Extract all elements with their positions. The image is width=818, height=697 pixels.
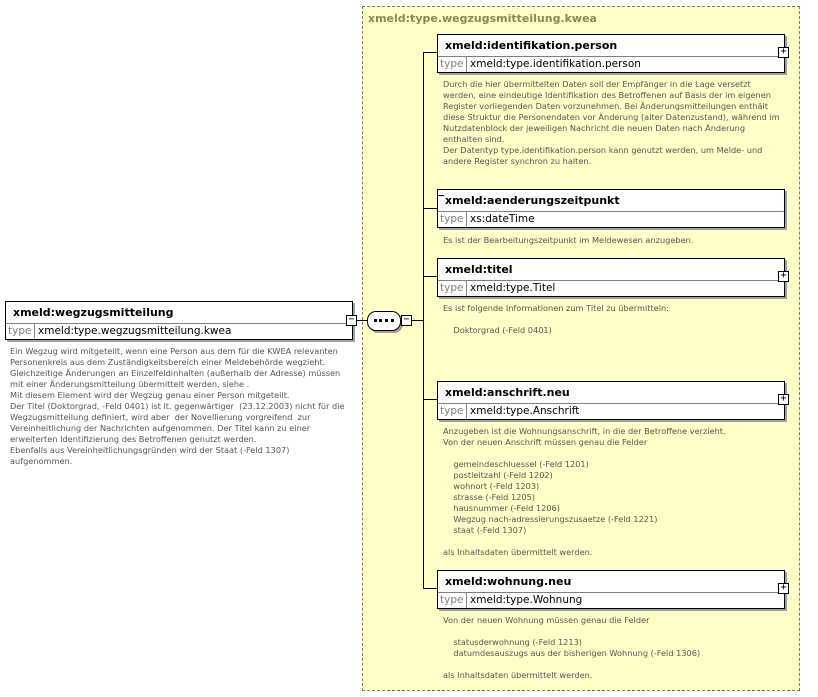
- sequence-compositor: [367, 311, 401, 331]
- connector-child-1: [423, 52, 437, 53]
- child-element-aenderungszeitpunkt[interactable]: [437, 189, 785, 228]
- root-type-label: type: [6, 324, 35, 339]
- root-type-value: xmeld:type.wegzugsmitteilung.kwea: [38, 325, 232, 337]
- child-documentation: Durch die hier übermittelten Daten soll der Empfänger in die Lage versetzt werden, eine eindeutige Identifikation des Betroffenen auf Basis der im eigenen Register vorliegenden Daten vorzunehmen. Bei Änderungsmitteilungen enthält diese Struktur die Personendaten vor Änderung (alter Datenzustand), während im Nutzdatenblock der jeweiligen Nachricht die neuen Daten nach Änderung enthalten sind. Der Datentyp type.identifikation.person kann genutzt werden, um Melde- und andere Register synchron zu halten.: [443, 79, 780, 166]
- complex-type-title: xmeld:type.wegzugsmitteilung.kwea: [368, 12, 597, 25]
- child-element-name: xmeld:anschrift.neu: [438, 382, 784, 404]
- expand-toggle[interactable]: +: [778, 394, 789, 405]
- root-element-name: xmeld:wegzugsmitteilung: [6, 302, 352, 324]
- connector-child-3: [423, 276, 437, 277]
- child-type-label: type: [438, 281, 467, 296]
- child-documentation: Es ist folgende Informationen zum Titel zu übermitteln: Doktorgrad (-Feld 0401): [443, 303, 669, 335]
- connector-seq-branch: [411, 320, 423, 321]
- connector-root-seq: [357, 320, 367, 321]
- child-type-value: xs:dateTime: [470, 213, 535, 225]
- child-element-anschrift-neu[interactable]: [437, 381, 785, 420]
- child-element-name: xmeld:identifikation.person: [438, 35, 784, 57]
- child-element-name: xmeld:wohnung.neu: [438, 571, 784, 593]
- root-collapse-toggle[interactable]: −: [346, 315, 357, 326]
- child-documentation: Anzugeben ist die Wohnungsanschrift, in die der Betroffene verzieht. Von der neuen Anschrift müssen genau die Felder gemeindeschluessel (-Feld 1201) postleitzahl (-Feld 1202) wohnort (-Feld 1203) strasse (-Feld 1205) hausnummer (-Feld 1206) Wegzug nach-adressierungszusaetze (-Feld 1221) staat (-Feld 1307) als Inhaltsdaten übermittelt werden.: [443, 426, 726, 557]
- expand-toggle[interactable]: +: [778, 47, 789, 58]
- child-documentation: Von der neuen Wohnung müssen genau die Felder statusderwohnung (-Feld 1213) datumdesauszugs aus der bisherigen Wohnung (-Feld 1306) als Inhaltsdaten übermittelt werden.: [443, 615, 701, 680]
- child-type-value: xmeld:type.identifikation.person: [470, 58, 641, 70]
- child-type-label: type: [438, 57, 467, 72]
- simple-type-icon: [438, 189, 444, 196]
- root-element-box[interactable]: [5, 301, 353, 340]
- child-element-identifikation-person[interactable]: [437, 34, 785, 73]
- child-type-value: xmeld:type.Titel: [470, 282, 556, 294]
- child-type-value: xmeld:type.Anschrift: [470, 405, 580, 417]
- child-type-value: xmeld:type.Wohnung: [470, 594, 583, 606]
- child-type-label: type: [438, 593, 467, 608]
- child-type-label: type: [438, 404, 467, 419]
- sequence-dots-icon: [374, 319, 394, 325]
- child-element-wohnung-neu[interactable]: [437, 570, 785, 609]
- child-documentation: Es ist der Bearbeitungszeitpunkt im Meldewesen anzugeben.: [443, 235, 694, 245]
- root-documentation: Ein Wegzug wird mitgeteilt, wenn eine Person aus dem für die KWEA relevanten Personenkreis aus dem Zuständigkeitsbereich einer Meldebehörde wegzieht. Gleichzeitige Änderungen an Einzelfeldinhalten (außerhalb der Adresse) müssen mit einer Änderungsmitteilung übermittelt werden, siehe . Mit diesem Element wird der Wegzug genau einer Person mitgeteilt. Der Titel (Doktorgrad, -Feld 0401) ist lt. gegenwärtiger (23.12.2003) nicht für die Wegzugsmitteilung definiert, wird aber der Novellierung vorgreifend zur Vereinheitlichung der Nachrichten aufgenommen. Der Titel kann zu einer erweiterten Identifizierung des Betroffenen genutzt werden. Ebenfalls aus Vereinheitlichungsgründen wird der Staat (-Feld 1307) aufgenommen.: [10, 346, 345, 466]
- connector-child-4: [423, 399, 437, 400]
- connector-vertical: [423, 52, 424, 589]
- child-element-name: xmeld:titel: [438, 259, 784, 281]
- expand-toggle[interactable]: +: [778, 583, 789, 594]
- child-element-name: xmeld:aenderungszeitpunkt: [438, 190, 784, 212]
- expand-toggle[interactable]: +: [778, 271, 789, 282]
- sequence-collapse-toggle[interactable]: −: [401, 315, 412, 326]
- connector-child-5: [423, 588, 437, 589]
- child-element-titel[interactable]: [437, 258, 785, 297]
- connector-child-2: [423, 208, 437, 209]
- child-type-label: type: [438, 212, 467, 227]
